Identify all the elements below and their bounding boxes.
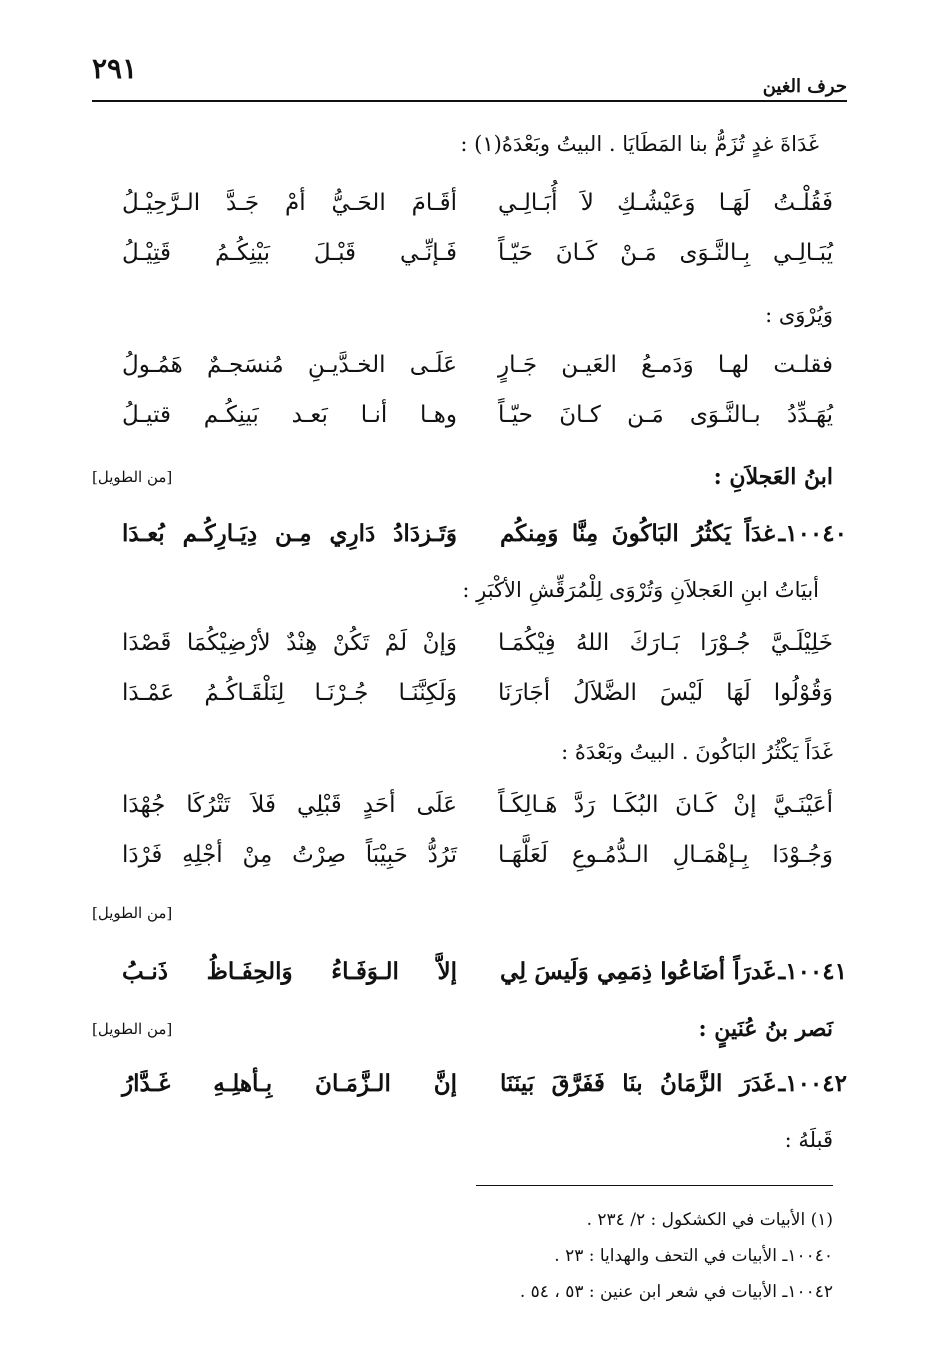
verse [122, 402, 833, 444]
verse-second-hemistich: وهـا أنـا بَعـد بَينِكُـم قتيـلُ [122, 402, 457, 428]
page-number: ٢٩١ [92, 52, 138, 85]
verse-first-hemistich: غَدَرَ الزَّمَانُ بنَا فَفَرَّقَ بَينَنَا [500, 1070, 775, 1097]
numbered-verse [122, 520, 847, 564]
verse-second-hemistich: تَرُدُّ حَبِيْبَاً صِرْتُ مِنْ أجْلِهِ فَرْدَا [122, 842, 457, 868]
intro-line: غَدَاةَ غدٍ تُزَمُّ بنا المَطَايَا . البيتُ وبَعْدَهُ(١) : [460, 132, 819, 156]
section-title: حرف الغين [762, 76, 847, 97]
verse [122, 190, 833, 232]
verse-number: ١٠٠٤٠ـ [778, 520, 847, 547]
verse-second-hemistich: عَلَى أحَدٍ قَبْلِي فَلاَ تَتْرُكَا جُهْدَا [122, 792, 457, 818]
verse [122, 352, 833, 394]
verse [122, 842, 833, 884]
footnote: (١) الأبيات في الكشكول : ٢/ ٢٣٤ . [586, 1210, 833, 1230]
footnote: ١٠٠٤٢ـ الأبيات في شعر ابن عنين : ٥٣ ، ٥٤ . [519, 1282, 833, 1302]
verse-first-hemistich: خَلِيْلَـيَّ جُـوْرَا بَـارَكَ اللهُ فِيْكُمَـا [498, 630, 833, 656]
verse-number: ١٠٠٤٢ـ [778, 1070, 847, 1097]
verse-second-hemistich: وَتَـزدَادُ دَارِي مِـن دِيَـارِكُـم بُعـدَا [122, 520, 457, 547]
header-rule [92, 100, 847, 102]
verse-second-hemistich: وَلَكِنَّنَـا جُـرْنَـا لِنَلْقَـاكُـمُ عَمْـدَا [122, 680, 457, 706]
verse-second-hemistich: إنَّ الـزَّمَـانَ بِـأهلِـهِ غَـدَّارُ [122, 1070, 457, 1097]
verse-first-hemistich: يُهَـدِّدُ بـالنَّـوَى مَـن كـانَ حيّـاً [498, 402, 833, 428]
meter-label: [من الطويل] [92, 1020, 173, 1038]
intro-line: وَيُرْوَى : [765, 303, 833, 327]
verse [122, 240, 833, 282]
footnote-rule [476, 1185, 833, 1186]
verse-second-hemistich: فَـإنِّـي قَبْـلَ بَيْنِكُـمُ قَتِيْـلُ [122, 240, 457, 266]
intro-line: غَدَاً يَكْثُرُ البَاكُونَ . البيتُ وبَعْدَهُ : [561, 740, 833, 764]
verse-first-hemistich: أعَيْنَـيَّ إنْ كَـانَ البُكَـا رَدَّ هَـالِكَـاً [498, 792, 833, 818]
poet-name: نَصر بنُ عُنَينٍ : [698, 1016, 833, 1042]
verse-second-hemistich: إلاَّ الـوَفَـاءُ وَالحِفَـاظُ ذَنـبُ [122, 958, 457, 985]
numbered-verse [122, 958, 847, 1002]
verse-first-hemistich: وَقُوْلُوا لَهَا لَيْسَ الضَّلاَلُ أجَارَنَا [498, 680, 833, 706]
verse-first-hemistich: غدَاً يَكثُرُ البَاكُونَ مِنَّا وَمِنكُم [500, 520, 775, 547]
intro-line: أبيَاتُ ابنِ العَجلاَنِ وَتُرْوَى لِلْمُرَقِّشِ الأكْبَرِ : [462, 578, 819, 602]
verse [122, 630, 833, 672]
verse-first-hemistich: يُبَـالِـي بِـالنَّـوَى مَـنْ كَـانَ حَيّـاً [498, 240, 833, 266]
footnote: ١٠٠٤٠ـ الأبيات في التحف والهدايا : ٢٣ . [554, 1246, 833, 1266]
verse-second-hemistich: وَإنْ لَمْ تَكُنْ هِنْدٌ لأرْضِيْكُمَا قَصْدَا [122, 630, 457, 656]
numbered-verse [122, 1070, 847, 1114]
verse-first-hemistich: وَجُـوْدَا بِـإهْمَـالِ الـدُّمُـوعِ لَعَلَّهَـا [498, 842, 833, 868]
poet-name: ابنُ العَجلاَنِ : [713, 464, 833, 490]
verse-first-hemistich: فَقُلْـتُ لَهَـا وَعَيْشُـكِ لاَ أُبَـالِـي [498, 190, 833, 216]
verse-first-hemistich: غَدرَاً أضَاعُوا ذِمَمِي وَلَيسَ لِي [500, 958, 775, 985]
verse-number: ١٠٠٤١ـ [778, 958, 847, 985]
meter-label: [من الطويل] [92, 904, 173, 922]
verse-first-hemistich: فقلـت لهـا وَدَمـعُ العَيـن جَـارٍ [498, 352, 833, 378]
verse [122, 680, 833, 722]
verse [122, 792, 833, 834]
verse-second-hemistich: أقَـامَ الحَـيُّ أمْ جَـدَّ الـرَّحِيْـلُ [122, 190, 457, 216]
intro-line: قَبلَهُ : [784, 1128, 833, 1152]
verse-second-hemistich: عَلَـى الخـدَّيـنِ مُنسَجـمٌ هَمُـولُ [122, 352, 457, 378]
meter-label: [من الطويل] [92, 468, 173, 486]
page-header [92, 48, 847, 100]
